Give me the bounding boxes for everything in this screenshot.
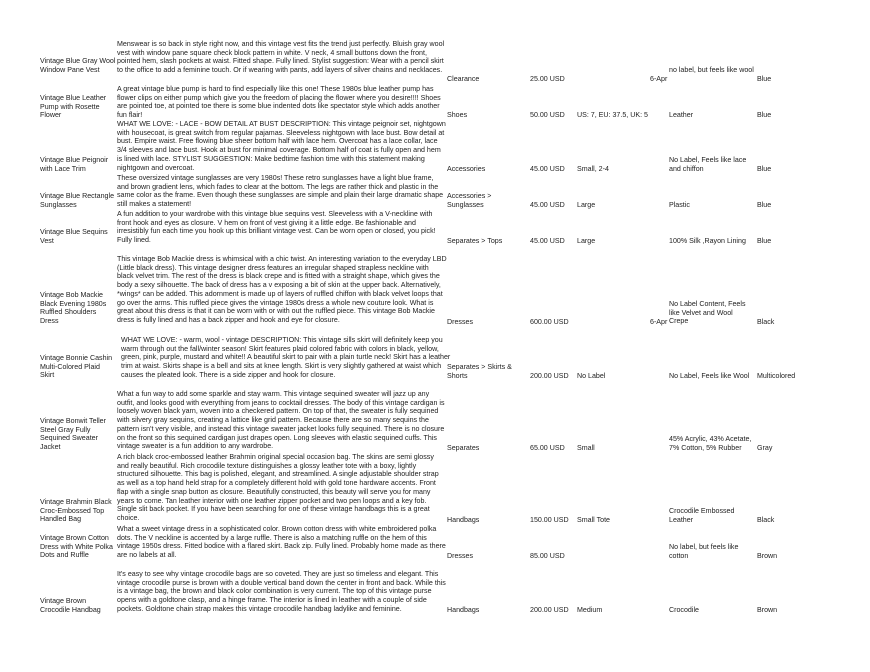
product-category: Dresses (447, 318, 474, 326)
product-color: Blue (757, 165, 772, 173)
product-name: Vintage Bonnie Cashin Multi-Colored Plaid Skirt (40, 354, 113, 380)
product-material: no label, but feels like wool (669, 66, 754, 74)
product-description: A fun addition to your wardrobe with this vintage blue sequins vest. Sleeveless with a V-neckline with front hook and eyes as closure. V hem on front of vest giving it a little edge. Be fashionable and irresistibly fun each time you hook up this brilliant vintage vest. Can be worn open or closed, you pick! Fully lined. (117, 210, 436, 245)
product-description: It's easy to see why vintage crocodile bags are so coveted. They are just so timeless and elegant. This vintage crocodile purse is brown with a double vertical band down the center in front and back. While this is a vintage bag, the brown and black color combination is very current. The top of this vintage purse opens with a goldtone clasp, and a hinge frame. The interior is lined in leather with a couple of side pockets. Goldtone chain strap makes this vintage crocodile handbag ladylike and feminine. (117, 570, 446, 613)
product-price: 45.00 USD (530, 165, 565, 173)
product-category: Dresses (447, 552, 474, 560)
product-category: Clearance (447, 75, 480, 83)
product-color: Black (757, 516, 775, 524)
product-color: Multicolored (757, 372, 796, 380)
product-size: Small Tote (577, 516, 610, 524)
product-description: A rich black croc-embossed leather Brahmin original special occasion bag. The skins are semi glossy and really beautiful. Rich crocodile texture distinguishes a glossy leather tote with a boxy, lightly structured silhouette. This bag is polished, elegant, and streamlined. A single adjustable shoulder strap as well as a top hand held strap for a completely different hold with gold tone hardware accents. Front flap with a single snap button as closure. Beautifully constructed, this beauty will serve you for many years to come. Tan leather interior with one leather zipper pocket and two pen loops and a key fob. Single slit back pocket. If you have been searching for one of these vintage handbags this is a great choice. (117, 453, 439, 522)
product-description: WHAT WE LOVE: - LACE - BOW DETAIL AT BUST DESCRIPTION: This vintage peignoir set, nightgown with housecoat, is great switch from regular pajamas. Sleeveless nightgown with lace bust. Bow detail at bust. Empire waist. Free flowing blue sheer bottom half with lace hem. Overcoat has a lace collar, lace 3/4 sleeves and lace bust. Hook at bust for minimal coverage. Bottom half of coat is fully open and hem is lined with lace. STYLIST SUGGESTION: Make bedtime fashion time with this statement making nightgown and overcoat. (117, 120, 446, 172)
product-material: Plastic (669, 201, 690, 209)
product-material: No Label, Feels like Wool (669, 372, 750, 380)
product-material: No Label, Feels like lace and chiffon (669, 156, 747, 173)
product-price: 45.00 USD (530, 201, 565, 209)
product-price: 200.00 USD (530, 372, 569, 380)
product-color: Blue (757, 75, 772, 83)
product-description: This vintage Bob Mackie dress is whimsical with a chic twist. An interesting variation to the everyday LBD (Little black dress). This vintage designer dress features an irregular shaped strapless neckline with black velvet trim. The rest of the dress is black crepe and is fitted with a straight shape, which gives the body a sexy silhouette. The back of dress has a v exposing a bit of skin at the upper back. Alternatively, *wings* can be added. This adornment is made up of layers of ruffled chiffon with black velvet loops that go over the arms. This ruffled piece gives the vintage 1980s dress a whole new couture look. What is great about this dress is that it can be worn with or with out the ruffled piece. This vintage Bob Mackie dress is fully lined and has a back zipper and hook and eye for closure. (117, 255, 447, 324)
product-price: 65.00 USD (530, 444, 565, 452)
product-category: Separates > Skirts & Shorts (447, 363, 512, 380)
product-category: Accessories > Sunglasses (447, 192, 492, 209)
product-material: Leather (669, 111, 694, 119)
product-category: Handbags (447, 516, 480, 524)
product-name: Vintage Blue Sequins Vest (40, 228, 108, 245)
product-material: Crocodile Embossed Leather (669, 507, 735, 524)
product-color: Brown (757, 552, 778, 560)
product-description: These oversized vintage sunglasses are very 1980s! These retro sunglasses have a light blue frame, and brown gradient lens, which fades to clear at the bottom. The legs are rather thick and plastic in the same color as the frame. Even though these sunglasses are simple and plain their large dramatic shape still makes a statement! (117, 174, 444, 209)
product-size: Large (577, 201, 596, 209)
product-description: What a sweet vintage dress in a sophisticated color. Brown cotton dress with white embroidered polka dots. The V neckline is accented by a large ruffle. There is also a matching ruffle on the hem of this vintage 1950s dress. Fitted bodice with a flared skirt. Back zip. Fully lined. Probably home made as there are no labels at all. (117, 525, 446, 560)
product-color: Brown (757, 606, 778, 614)
product-color: Blue (757, 201, 772, 209)
product-date: 6-Apr (650, 75, 668, 83)
product-price: 200.00 USD (530, 606, 569, 614)
product-category: Shoes (447, 111, 468, 119)
product-description: WHAT WE LOVE: - warm, wool - vintage DESCRIPTION: This vintage sills skirt will definitely keep you warm through out the fall/winter season! Skirt features plaid colored fabric with colors in black, yellow, green, pink, purple, mustard and white!! A beautiful skirt to pair with a plain turtle neck! Skirt has a leather trim at waist. Skirts shape is a bell and sits at knee length. Skirt is very slightly gathered at waist which causes the pleated look. There is a side zipper and hook for closure. (121, 336, 451, 379)
product-size: Small (577, 444, 595, 452)
product-name: Vintage Bonwit Teller Steel Gray Fully Sequined Sweater Jacket (40, 417, 106, 452)
product-size: No Label (577, 372, 606, 380)
product-color: Gray (757, 444, 773, 452)
product-price: 50.00 USD (530, 111, 565, 119)
product-category: Accessories (447, 165, 486, 173)
product-category: Separates > Tops (447, 237, 503, 245)
product-color: Blue (757, 237, 772, 245)
product-price: 45.00 USD (530, 237, 565, 245)
product-name: Vintage Brown Cotton Dress with White Polka Dots and Ruffle (40, 534, 113, 560)
product-price: 25.00 USD (530, 75, 565, 83)
product-description: A great vintage blue pump is hard to find especially like this one! These 1980s blue leather pump has flower clips on either pump which give you the freedom of placing the flower where you desire!!!! Shoes are pointed toe, at pointed toe there is some blue indented dots like spectator style which adds another fun flair! (117, 85, 441, 120)
product-price: 600.00 USD (530, 318, 569, 326)
product-price: 85.00 USD (530, 552, 565, 560)
product-category: Handbags (447, 606, 480, 614)
product-name: Vintage Bob Mackie Black Evening 1980s Ruffled Shoulders Dress (40, 291, 107, 326)
product-size: US: 7, EU: 37.5, UK: 5 (577, 111, 648, 119)
product-name: Vintage Blue Leather Pump with Rosette Flower (40, 94, 107, 120)
product-description: Menswear is so back in style right now, and this vintage vest fits the trend just perfectly. Bluish gray wool vest with window pane square check block pattern in white. V neck, 4 small buttons down the front, pointed hem, slash pockets at waist. Fitted shape. Fully lined. Stylist suggestion: Wear with a pencil skirt to the office to add a feminine touch. Or if wearing with pants, add layers of silver chains and necklaces. (117, 40, 445, 75)
product-name: Vintage Brown Crocodile Handbag (40, 597, 101, 614)
product-material: 45% Acrylic, 43% Acetate, 7% Cotton, 5% Rubber (669, 435, 752, 452)
product-name: Vintage Blue Gray Wool Window Pane Vest (40, 57, 116, 74)
product-category: Separates (447, 444, 480, 452)
product-name: Vintage Blue Peignoir with Lace Trim (40, 156, 109, 173)
product-material: Crocodile (669, 606, 699, 614)
product-size: Small, 2-4 (577, 165, 609, 173)
product-description: What a fun way to add some sparkle and stay warm. This vintage sequined sweater will jazz up any outfit, and looks good with everything from jeans to cocktail dresses. The body of this vintage cardigan is loosely woven black yarn, woven into a checkered pattern. On top of that, the sweater is fully sequined with silvery gray sequins, creating a lattice like grid pattern. Because there are so many sequins the pattern isn't very visible, and instead this vintage sweater jacket looks fully sequined. There is no closure on the front so this sequined cardigan just drapes open. Long sleeves with elastic sequined cuffs. This vintage sweater is a fun addition to any wardrobe. (117, 390, 445, 451)
product-color: Black (757, 318, 775, 326)
product-name: Vintage Blue Rectangle Sunglasses (40, 192, 115, 209)
product-price: 150.00 USD (530, 516, 569, 524)
product-material: No Label Content, Feels like Velvet and Wool Crepe (669, 300, 746, 326)
product-color: Blue (757, 111, 772, 119)
product-size: Large (577, 237, 596, 245)
product-material: 100% Silk ,Rayon Lining (669, 237, 746, 245)
product-material: No label, but feels like cotton (669, 543, 739, 560)
product-size: Medium (577, 606, 603, 614)
product-date: 6-Apr (650, 318, 668, 326)
product-name: Vintage Brahmin Black Croc-Embossed Top Handled Bag (40, 498, 112, 524)
